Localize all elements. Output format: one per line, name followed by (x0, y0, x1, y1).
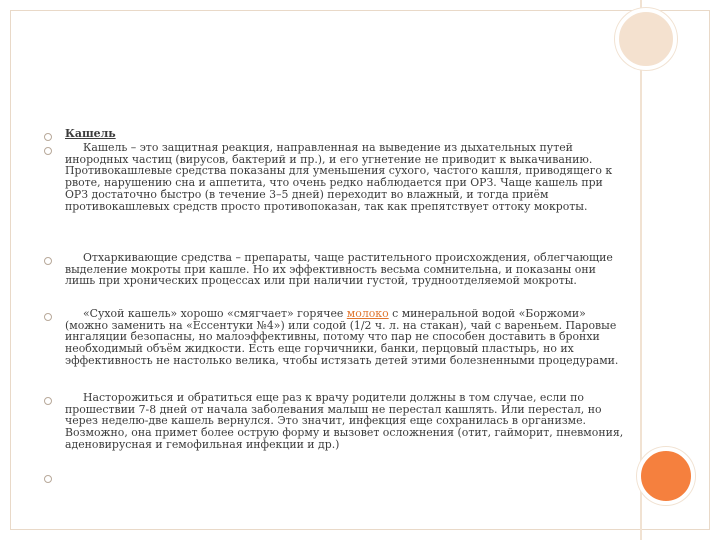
bullet-item-paragraph-3 (44, 308, 624, 392)
decorative-circle-bottom (637, 447, 695, 505)
paragraph-text-end: с минеральной водой «Боржоми» (можно заменить на «Ессентуки №4») или содой (1/2 ч. л. на стакан), чай с вареньем. Паровые ингаляции безопасны, но малоэффективны, потому что пар не способен доставить в бронхи необходимый объём жидкости. Есть еще горчичники, банки, перцовый пластырь, но их эффективность не настолько велика, чтобы истязать детей этими болезненными процедурами. (65, 307, 619, 367)
bullet-icon (44, 133, 52, 141)
paragraph-text: Отхаркивающие средства – препараты, чаще растительного происхождения, облегчающие выделение мокроты при кашле. Но их эффективность весьма сомнительна, и показаны они лишь при хронических процессах или при наличии густой, трудноотделяемой мокроты. (65, 251, 613, 288)
bullet-icon (44, 475, 52, 483)
bullet-icon (44, 147, 52, 155)
milk-link[interactable]: молоко (346, 307, 389, 320)
paragraph-text: Кашель – это защитная реакция, направленная на выведение из дыхательных путей инородных частиц (вирусов, бактерий и пр.), и его угнетение не приводит к выкачиванию. Противокашлевые средства показаны для уменьшения сухого, частого кашля, приводящего к рвоте, нарушению сна и аппетита, что очень редко наблюдается при ОРЗ. Чаще кашель при ОРЗ достаточно быстро (в течение 3–5 дней) переходит во влажный, и тогда приём противокашлевых средств просто противопоказан, так как препятствует оттоку мокроты. (65, 141, 613, 213)
bullet-item-paragraph-1 (44, 142, 624, 252)
bullet-item-empty (44, 470, 624, 484)
paragraph-text-start: «Сухой кашель» хорошо «смягчает» горячее (83, 307, 347, 320)
bullet-item-title (44, 128, 624, 142)
bullet-icon (44, 257, 52, 265)
decorative-circle-top (615, 8, 677, 70)
bullet-item-paragraph-4 (44, 392, 624, 470)
bullet-item-paragraph-2 (44, 252, 624, 308)
slide-title: Кашель (65, 127, 116, 140)
bullet-icon (44, 313, 52, 321)
bullet-icon (44, 397, 52, 405)
slide-content (44, 128, 624, 484)
paragraph-text: Насторожиться и обратиться еще раз к врачу родители должны в том случае, если по прошествии 7-8 дней от начала заболевания малыш не перестал кашлять. Или перестал, но через неделю-две кашель вернулся. Это значит, инфекция еще сохранилась в организме. Возможно, она примет более острую форму и вызовет осложнения (отит, гайморит, пневмония, аденовирусная и гемофильная инфекции и др.) (65, 391, 624, 451)
